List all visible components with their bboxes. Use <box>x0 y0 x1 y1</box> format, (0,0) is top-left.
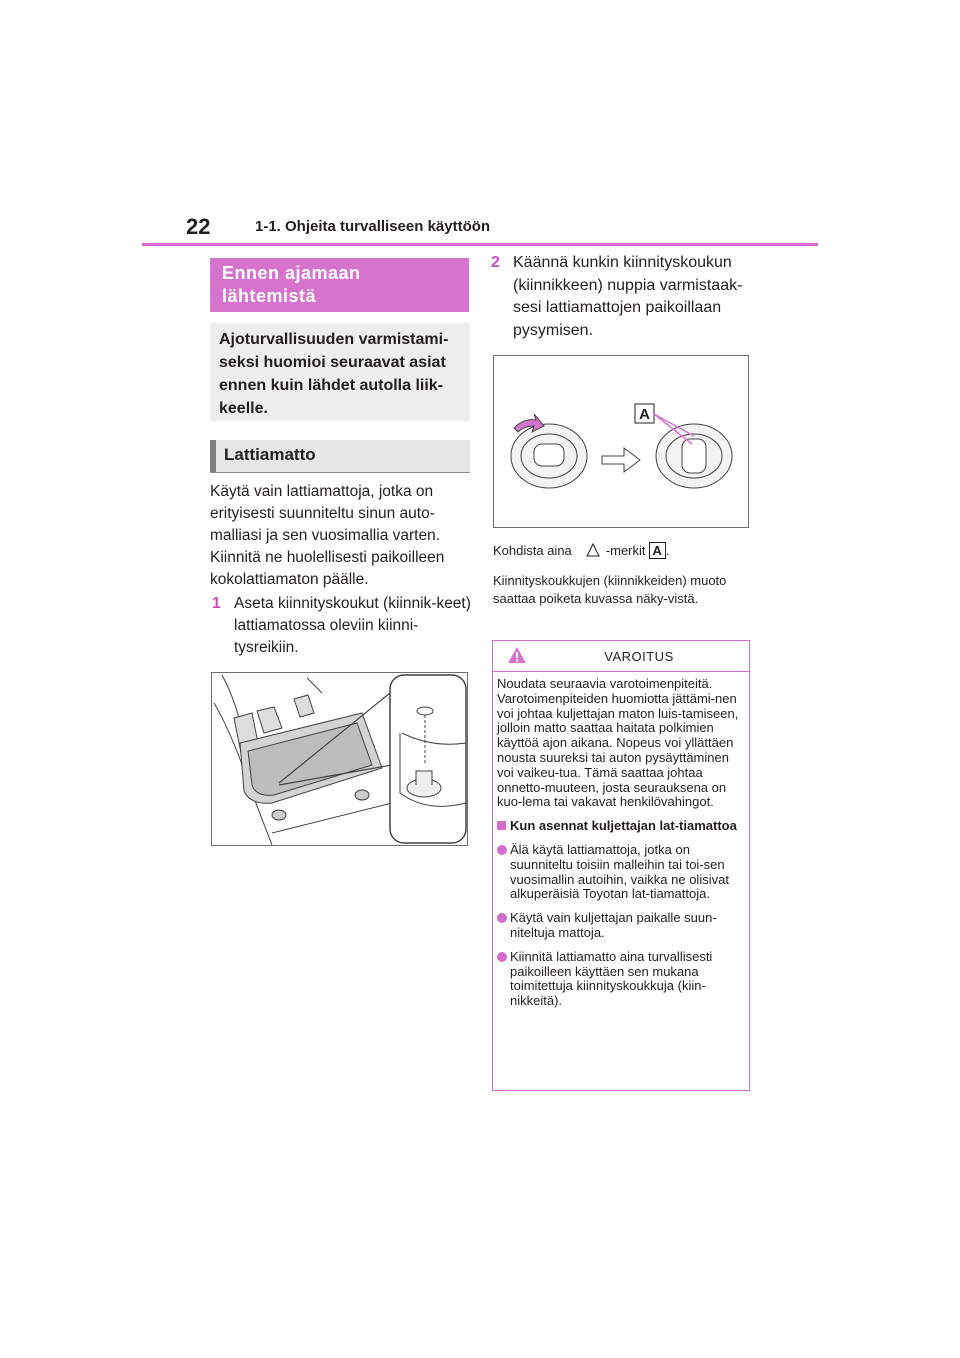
warning-box <box>492 640 750 1091</box>
step-2 <box>491 252 755 342</box>
step-1 <box>212 593 474 659</box>
warning-body <box>497 677 747 1018</box>
subheading-bar <box>210 440 216 472</box>
clip-knob-illustration <box>493 355 749 528</box>
step-number: 1 <box>212 595 221 612</box>
square-bullet-icon <box>497 821 506 830</box>
subheading-label: Lattiamatto <box>224 445 316 464</box>
round-bullet-icon <box>497 845 507 855</box>
floor-mat-drawing <box>212 673 467 845</box>
step-text: Aseta kiinnityskoukut (kiinnik-keet) lattiamatossa oleviin kiinni-tysreikiin. <box>234 595 471 656</box>
figure-label-a: A <box>639 406 650 423</box>
warning-intro: Noudata seuraavia varotoimenpiteitä. Varotoimenpiteiden huomiotta jättämi-nen voi johtaa kuljettajan maton luis-tamiseen, jolloin matto saattaa haitata polkimien käyttöä ajon aikana. Nopeus voi yllättäen nousta suureksi tai auton pysäyttäminen voi vaikeu-tua. Tämä saattaa johtaa onnetto-muuteen, josta seurauksena on kuo-lema tai vakavat henkilövahingot. <box>497 676 739 810</box>
intro-text: Ajoturvallisuuden varmistami-seksi huomioi seuraavat asiat ennen kuin lähdet autolla liik-keelle. <box>219 331 449 417</box>
subheading-floor-mat <box>210 440 470 473</box>
caption-suffix: -merkit <box>605 543 646 558</box>
section-heading-box <box>210 258 469 312</box>
caption-prefix: Kohdista aina <box>493 543 572 558</box>
intro-box <box>210 323 470 421</box>
step-text: Käännä kunkin kiinnityskoukun (kiinnikkeen) nuppia varmistaak-sesi lattiamattojen paikoillaan pysymisen. <box>513 254 743 339</box>
warning-bullet-text: Älä käytä lattiamattoja, jotka on suunniteltu toisiin malleihin tai toi-sen vuosimallin autoihin, vaikka ne olisivat alkuperäisiä Toyotan lat-tiamattoja. <box>510 841 729 902</box>
floor-mat-illustration <box>211 672 468 846</box>
warning-subheading-text: Kun asennat kuljettajan lat-tiamattoa <box>510 818 737 834</box>
floor-mat-paragraph: Käytä vain lattiamattoja, jotka on erityisesti suunniteltu sinun auto-malliasi ja sen vuosimallia varten. Kiinnitä ne huolellisesti paikoilleen kokolattiamaton päälle. <box>210 483 445 588</box>
step-number: 2 <box>491 254 500 271</box>
warning-subheading <box>497 819 747 834</box>
round-bullet-icon <box>497 913 507 923</box>
warning-bullet <box>497 911 747 941</box>
warning-title: VAROITUS <box>604 649 674 664</box>
clip-knob-drawing <box>494 356 748 527</box>
alignment-caption <box>493 542 670 562</box>
page-number: 22 <box>186 214 211 239</box>
warning-bullet-text: Käytä vain kuljettajan paikalle suun-niteltuja mattoja. <box>510 910 717 940</box>
warning-bullet-text: Kiinnitä lattiamatto aina turvallisesti paikoilleen käyttäen sen mukana toimitettuja kiinnityskoukkuja (kiin-nikkeitä). <box>510 948 713 1009</box>
caption-end: . <box>665 543 670 558</box>
warning-bullet <box>497 950 747 1009</box>
round-bullet-icon <box>497 952 507 962</box>
section-title: 1-1. Ohjeita turvalliseen käyttöön <box>255 218 491 235</box>
warning-header <box>493 641 749 672</box>
triangle-mark-icon <box>586 543 600 562</box>
shape-note: Kiinnityskoukkujen (kiinnikkeiden) muoto saattaa poiketa kuvassa näky-vistä. <box>493 573 727 606</box>
warning-bullet <box>497 843 747 902</box>
section-heading: Ennen ajamaan lähtemistä <box>222 263 361 306</box>
header-divider <box>142 243 818 246</box>
caption-box-label: A <box>649 542 666 559</box>
